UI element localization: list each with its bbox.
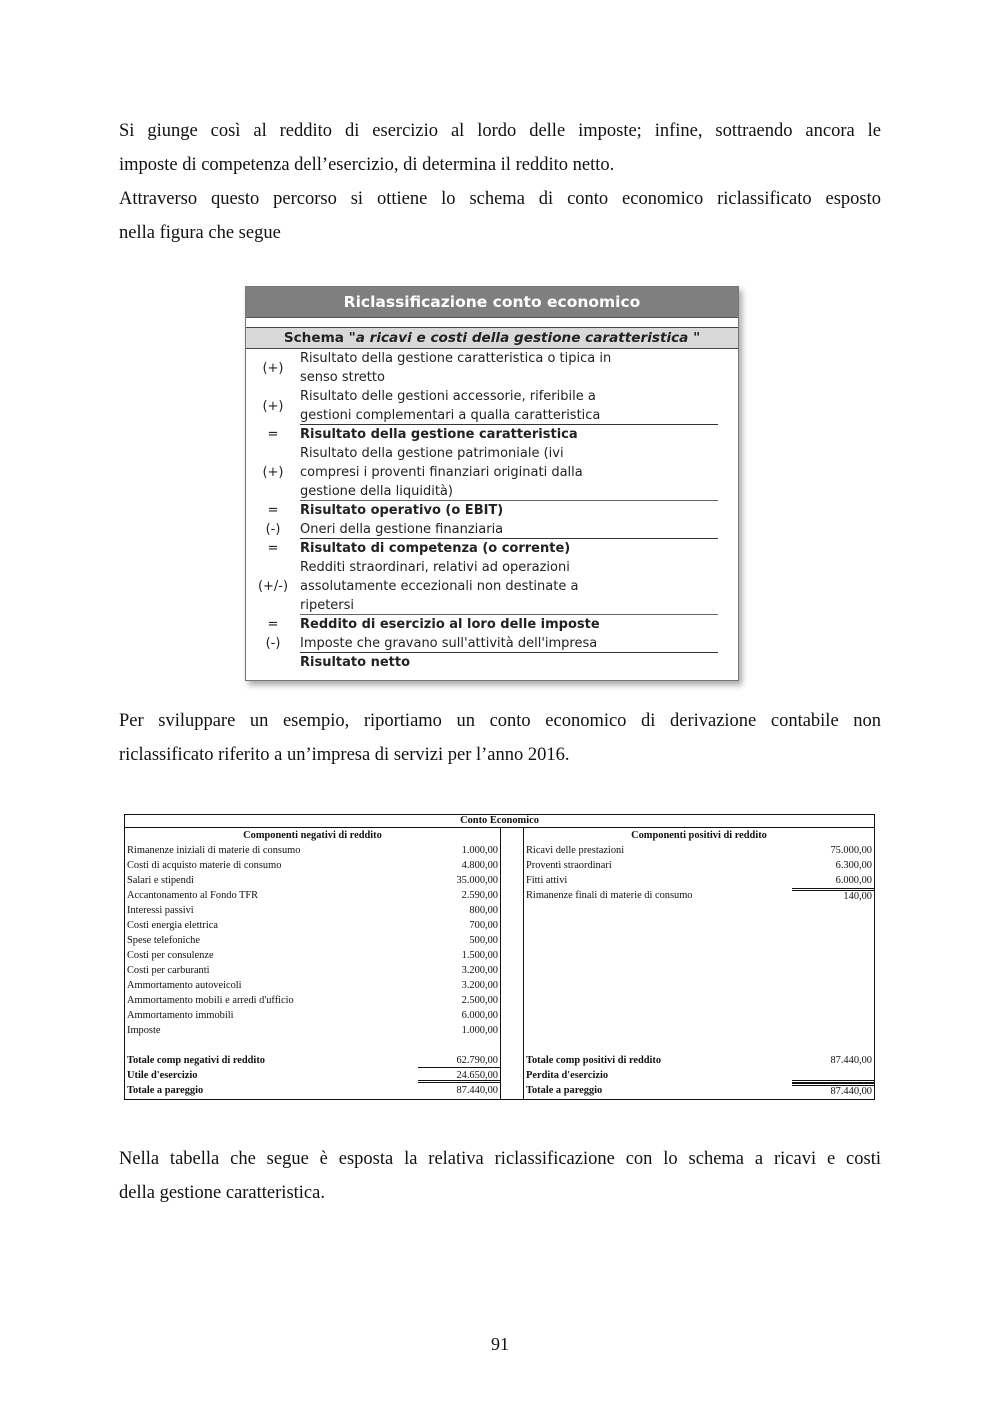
row-label: Salari e stipendi [127,875,194,886]
figure-row-line: Imposte che gravano sull'attività dell'impresa [300,636,598,651]
total-row: Totale comp positivi di reddito 87.440,00 [526,1055,872,1066]
row-label: Costi energia elettrica [127,920,218,931]
figure-row-operator: = [267,427,279,442]
figure-row-line: ripetersi [300,598,355,613]
figure-row-text [300,558,718,615]
row-value: 3.200,00 [461,980,498,991]
row-value: 6.000,00 [461,1010,498,1021]
row-label: Costi di acquisto materie di consumo [127,860,282,871]
table-row [125,933,500,948]
table-row [524,843,874,858]
figure-subtitle: Schema "a ricavi e costi della gestione caratteristica " [246,327,738,349]
paragraph-line: nella figura che segue [119,223,281,243]
row-value: 1.500,00 [461,950,498,961]
table-row [125,1023,500,1038]
figure-row-line: Risultato delle gestioni accessorie, riferibile a [300,389,596,404]
paragraph-tabella-segue [119,1142,881,1210]
figure-row-operator: = [267,541,279,556]
figure-row [246,501,738,520]
page-number: 91 [491,1334,509,1354]
table-row [125,963,500,978]
figure-row-text [300,634,718,653]
figure-row [246,387,738,425]
figure-row-line: Oneri della gestione finanziaria [300,522,504,537]
table-row [125,873,500,888]
column-header: Componenti positivi di reddito [631,830,767,841]
figure-riclassificazione [245,286,739,681]
row-label: Interessi passivi [127,905,194,916]
paragraph-line: Nella tabella che segue è esposta la relativa riclassificazione con lo schema a ricavi e costi [119,1149,881,1169]
figure-row [246,539,738,558]
figure-row-operator: (+) [262,465,284,480]
figure-row-operator: (+) [262,360,284,376]
table-row [125,948,500,963]
row-value: 6.300,00 [835,860,872,871]
utile-row: Utile d'esercizio 24.650,00 [127,1070,498,1081]
row-value: 2.590,00 [461,890,498,901]
figure-row-line: gestioni complementari a qualla caratteristica [300,408,601,423]
figure-row-text [300,653,718,672]
row-label: Spese telefoniche [127,935,200,946]
figure-row [246,349,738,387]
table-row [125,903,500,918]
row-label: Rimanenze iniziali di materie di consumo [127,845,301,856]
row-label: Ammortamento immobili [127,1010,234,1021]
figure-row-text [300,501,718,520]
row-value: 800,00 [469,905,498,916]
row-label: Costi per consulenze [127,950,214,961]
figure-row-text [300,520,718,539]
figure-row-line: compresi i proventi finanziari originati dalla [300,465,583,480]
row-value: 1.000,00 [461,1025,498,1036]
figure-row-text [300,539,718,558]
row-label: Imposte [127,1025,161,1036]
paragraph-line: riclassificato riferito a un’impresa di servizi per l’anno 2016. [119,745,570,765]
row-label: Rimanenze finali di materie di consumo [526,890,693,901]
figure-row-line: Risultato della gestione patrimoniale (ivi [300,446,564,461]
row-label: Accantonamento al Fondo TFR [127,890,259,901]
table-row [125,888,500,903]
row-label: Costi per carburanti [127,965,210,976]
paragraph-esempio [119,704,881,772]
paragraph-reddito-netto [119,114,881,182]
row-value: 35.000,00 [456,875,498,886]
figure-row-line: assolutamente eccezionali non destinate a [300,579,579,594]
figure-row [246,653,738,672]
column-componenti-positivi [523,828,875,1100]
table-row [125,993,500,1008]
paragraph-line: Si giunge così al reddito di esercizio al lordo delle imposte; infine, sottraendo ancora le [119,121,881,141]
table-row [524,858,874,873]
row-value: 500,00 [469,935,498,946]
figure-row-text [300,444,718,501]
row-value: 3.200,00 [461,965,498,976]
figure-row [246,425,738,444]
figure-row-text [300,615,718,634]
row-value: 4.800,00 [461,860,498,871]
figure-row [246,615,738,634]
table-row [125,918,500,933]
row-label: Proventi straordinari [526,860,612,871]
row-value: 1.000,00 [461,845,498,856]
figure-row-text [300,387,718,425]
figure-row-line: Risultato di competenza (o corrente) [300,541,571,556]
pareggio-row: Totale a pareggio 87.440,00 [526,1085,872,1097]
figure-row-line: Risultato della gestione caratteristica o tipica in [300,351,612,366]
total-row: Totale comp negativi di reddito 62.790,00 [127,1055,498,1066]
figure-row-operator: (+) [262,398,284,414]
table-row [125,978,500,993]
column-header: Componenti negativi di reddito [243,830,382,841]
figure-row [246,444,738,501]
paragraph-line: Per sviluppare un esempio, riportiamo un conto economico di derivazione contabile non [119,711,881,731]
column-componenti-negativi [124,828,501,1100]
table-row [524,873,874,888]
perdita-row: Perdita d'esercizio [524,1068,874,1083]
paragraph-schema-intro [119,182,881,250]
paragraph-line: imposte di competenza dell’esercizio, di determina il reddito netto. [119,155,615,175]
row-value: 700,00 [469,920,498,931]
row-value: 140,00 [792,888,874,903]
figure-row-line: Reddito di esercizio al loro delle imposte [300,617,600,632]
table-row [125,843,500,858]
table-title: Conto Economico [124,814,875,828]
figure-row [246,520,738,539]
table-conto-economico [124,814,875,1100]
figure-row-line: Risultato operativo (o EBIT) [300,503,504,518]
figure-row-text [300,425,718,444]
row-value: 75.000,00 [830,845,872,856]
table-row [125,1008,500,1023]
paragraph-line: della gestione caratteristica. [119,1183,325,1203]
figure-row [246,558,738,615]
figure-row-line: senso stretto [300,370,385,385]
figure-row-operator: = [267,617,279,632]
figure-row-line: Risultato netto [300,655,411,670]
figure-row-operator: (-) [265,636,281,651]
pareggio-row: Totale a pareggio 87.440,00 [127,1085,498,1096]
figure-row-text [300,349,718,387]
figure-row-operator: (-) [265,522,281,537]
table-row [125,858,500,873]
row-value: 6.000,00 [835,875,872,886]
figure-row-operator: = [267,503,279,518]
figure-row [246,634,738,653]
figure-row-operator [246,653,300,672]
paragraph-line: Attraverso questo percorso si ottiene lo schema di conto economico riclassificato esposto [119,189,881,209]
row-label: Fitti attivi [526,875,568,886]
row-label: Ricavi delle prestazioni [526,845,625,856]
row-value: 2.500,00 [461,995,498,1006]
figure-rows [246,349,738,672]
figure-row-line: Risultato della gestione caratteristica [300,427,578,442]
column-gap [501,828,523,1100]
table-row [524,888,874,903]
row-label: Ammortamento mobili e arredi d'ufficio [127,995,294,1006]
figure-row-line: Redditi straordinari, relativi ad operazioni [300,560,570,575]
row-label: Ammortamento autoveicoli [127,980,242,991]
figure-title: Riclassificazione conto economico [246,287,738,318]
figure-row-operator: (+/-) [257,579,289,594]
figure-row-line: gestione della liquidità) [300,484,453,499]
